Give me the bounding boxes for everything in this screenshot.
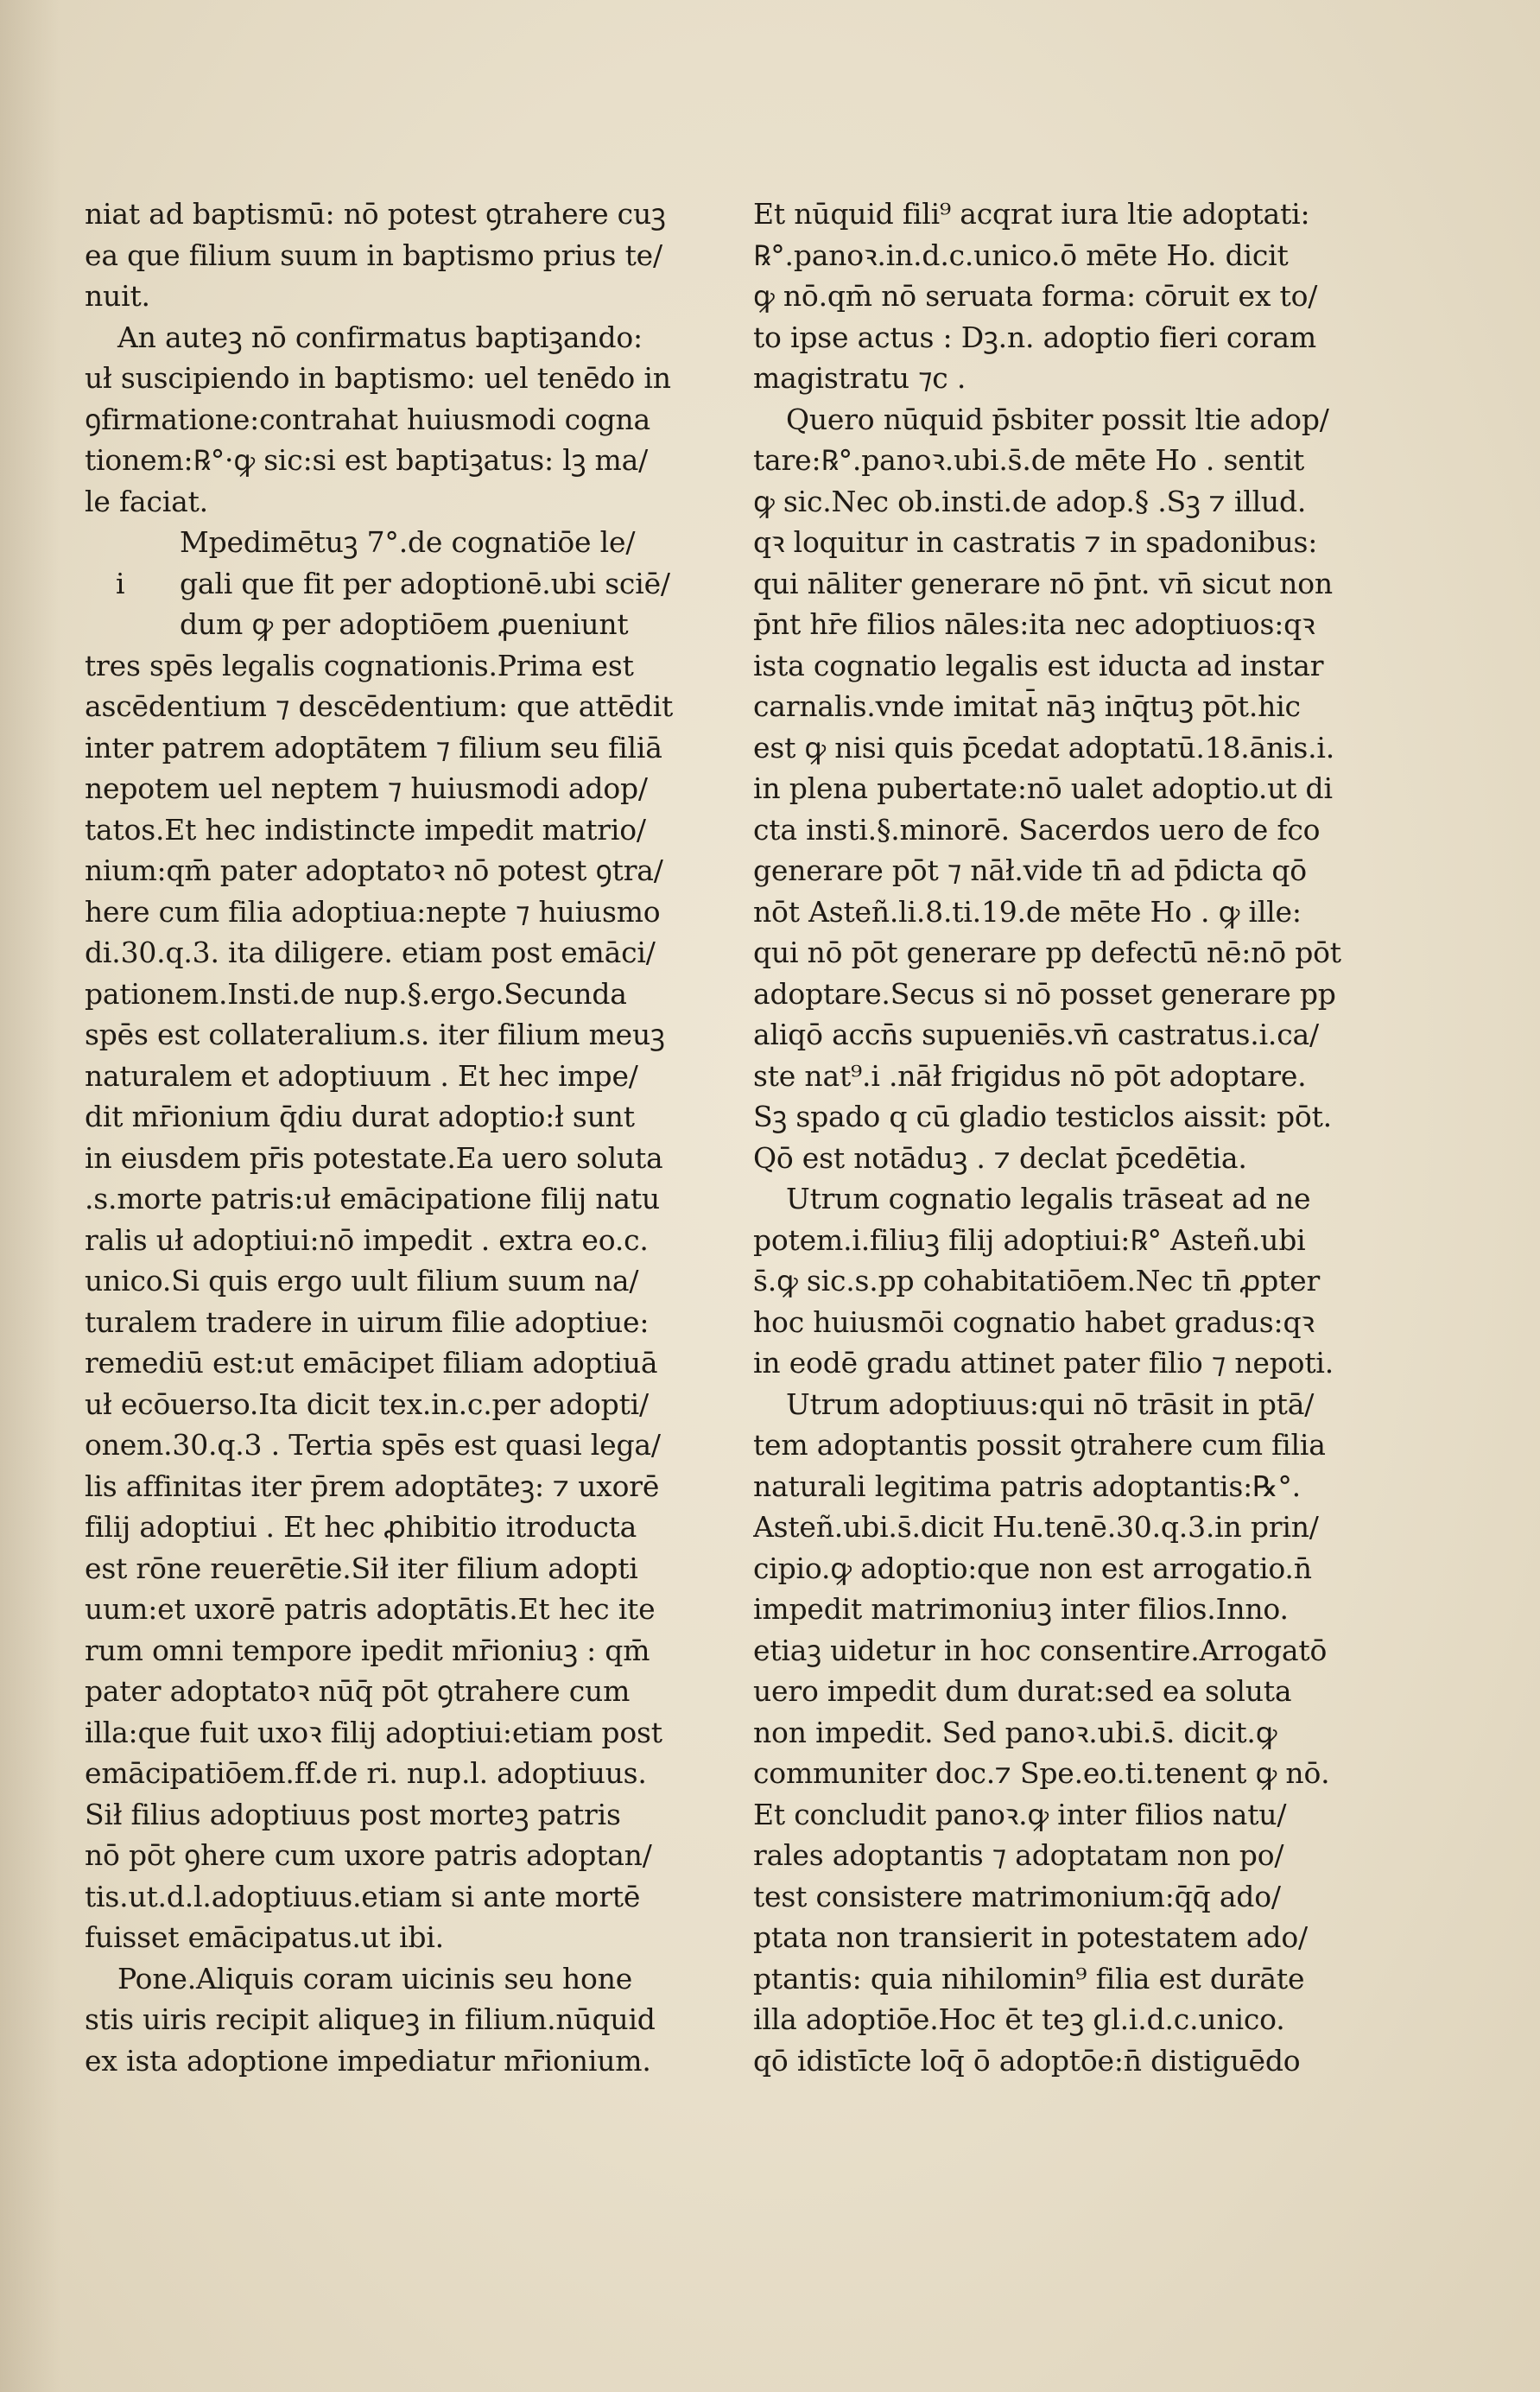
text-line: filij adoptiui . Et hec ꝓhibitio itroducta (85, 1510, 637, 1544)
text-line: qō idistīcte loq̄ ō adoptōe:n̄ distiguēdo (753, 2043, 1301, 2078)
text-line: niat ad baptismū: nō potest ꝯtrahere cuꝫ (85, 197, 666, 231)
text-line: Mpedimētuꝫ 7°.de cognatiōe le/ (180, 525, 636, 559)
text-line: uero impedit dum durat:sed ea soluta (753, 1674, 1292, 1708)
text-line: qꝛ loquitur in castratis ⁊ in spadonibus: (753, 525, 1318, 559)
text-line: tis.ut.d.l.adoptiuus.etiam si ante mortē (85, 1879, 641, 1913)
text-line: ste nat⁹.i .nāł frigidus nō pōt adoptare. (753, 1058, 1307, 1093)
right-column (753, 194, 1403, 2081)
text-line: cta insti.§.minorē. Sacerdos uero de fco (753, 812, 1321, 847)
text-line: tare:℞°.panoꝛ.ubi.s̄.de mēte Ho . sentit (753, 443, 1305, 477)
text-line: est rōne reuerētie.Sił iter filium adopti (85, 1551, 638, 1585)
text-line: Sꝫ spado q cū gladio testiclos aissit: pōt. (753, 1100, 1332, 1133)
text-line: dum ꝙ per adoptiōem ꝓueniunt (180, 607, 629, 641)
text-line: ptantis: quia nihilomin⁹ filia est durāte (753, 1961, 1305, 1995)
text-line: le faciat. (85, 484, 208, 518)
text-line: inter patrem adoptātem ⁊ filium seu filiā (85, 730, 662, 765)
text-line: ista cognatio legalis est iducta ad instar (753, 648, 1324, 682)
text-line: remediū est:ut emācipet filiam adoptiuā (85, 1346, 658, 1380)
text-line: potem.i.filiuꝫ filij adoptiui:℞° Asteñ.ubi (753, 1222, 1306, 1257)
text-line: uum:et uxorē patris adoptātis.Et hec ite (85, 1592, 656, 1626)
spine-shadow (0, 0, 60, 2392)
text-line: ex ista adoptione impediatur mr̄ionium. (85, 2043, 651, 2078)
text-line: aliqō accn̄s supueniēs.vn̄ castratus.i.ca/ (753, 1018, 1319, 1051)
text-line: gali que fit per adoptionē.ubi sciē/ (180, 566, 670, 600)
text-line: Asteñ.ubi.s̄.dicit Hu.tenē.30.q.3.in prin/ (753, 1510, 1319, 1544)
text-line: hoc huiusmōi cognatio habet gradus:qꝛ (753, 1304, 1315, 1339)
text-line: tionem:℞°·ꝙ sic:si est baptiꝫatus: lꝫ ma/ (85, 443, 649, 477)
text-line: ascēdentium ⁊ descēdentium: que attēdit (85, 689, 674, 723)
text-line: unico.Si quis ergo uult filium suum na/ (85, 1264, 639, 1298)
text-line: nōt Asteñ.li.8.ti.19.de mēte Ho . ꝙ ille: (753, 894, 1302, 929)
text-line: generare pōt ⁊ nāł.vide tn̄ ad p̄dicta qō (753, 853, 1307, 887)
text-line: ꝙ sic.Nec ob.insti.de adop.§ .Sꝫ ⁊ illud. (753, 484, 1307, 518)
text-line: fuisset emācipatus.ut ibi. (85, 1920, 444, 1954)
text-line: rales adoptantis ⁊ adoptatam non po/ (753, 1838, 1284, 1872)
text-line: communiter doc.⁊ Spe.eo.ti.tenent ꝙ nō. (753, 1756, 1330, 1790)
text-line: carnalis.vnde imitat̄ nāꝫ inq̄tuꝫ pōt.hic (753, 689, 1301, 723)
text-line: p̄nt hr̄e filios nāles:ita nec adoptiuos:qꝛ (753, 607, 1315, 641)
text-line: di.30.q.3. ita diligere. etiam post emāci/ (85, 936, 656, 969)
text-line: lis affinitas iter p̄rem adoptāteꝫ: ⁊ uxorē (85, 1469, 660, 1503)
text-line: Et nūquid fili⁹ acqrat iura ltie adoptati: (753, 197, 1310, 231)
text-line: ralis uł adoptiui:nō impedit . extra eo.c. (85, 1222, 649, 1257)
text-line: tatos.Et hec indistincte impedit matrio/ (85, 812, 646, 847)
text-line: Utrum adoptiuus:qui nō trāsit in ptā/ (786, 1386, 1315, 1421)
text-line-with-guide (85, 563, 705, 605)
text-line: Pone.Aliquis coram uicinis seu hone (117, 1961, 633, 1995)
text-line: here cum filia adoptiua:nepte ⁊ huiusmo (85, 894, 661, 929)
text-line: to ipse actus : Dꝫ.n. adoptio fieri coram (753, 320, 1316, 354)
text-line: rum omni tempore ipedit mr̄ioniuꝫ : qm̄ (85, 1633, 650, 1667)
text-line: uł suscipiendo in baptismo: uel tenēdo in (85, 361, 671, 395)
text-line: s̄.ꝙ sic.s.pp cohabitatiōem.Nec tn̄ ꝓpter (753, 1264, 1321, 1298)
text-line: in eodē gradu attinet pater filio ⁊ nepoti. (753, 1346, 1334, 1380)
text-line: cipio.ꝙ adoptio:que non est arrogatio.n̄ (753, 1551, 1312, 1585)
text-line: emācipatiōem.ff.de ri. nup.l. adoptiuus. (85, 1756, 647, 1790)
text-line: ptata non transierit in potestatem ado/ (753, 1920, 1308, 1954)
text-line: Sił filius adoptiuus post morteꝫ patris (85, 1797, 621, 1831)
text-line: ℞°.panoꝛ.in.d.c.unico.ō mēte Ho. dicit (753, 238, 1289, 272)
text-line: qui nāliter generare nō p̄nt. vn̄ sicut non (753, 566, 1333, 600)
text-line: onem.30.q.3 . Tertia spēs est quasi lega/ (85, 1428, 661, 1462)
text-line: naturalem et adoptiuum . Et hec impe/ (85, 1058, 638, 1093)
text-line: .s.morte patris:uł emācipatione filij natu (85, 1182, 660, 1215)
text-line: in plena pubertate:nō ualet adoptio.ut di (753, 771, 1333, 805)
text-line: ꝯfirmatione:contrahat huiusmodi cogna (85, 402, 651, 436)
text-line: impedit matrimoniuꝫ inter filios.Inno. (753, 1592, 1289, 1626)
text-line: Quero nūquid p̄sbiter possit ltie adop/ (786, 402, 1329, 436)
text-line: pater adoptatoꝛ nūq̄ pōt ꝯtrahere cum (85, 1674, 631, 1708)
text-line: magistratu ⁊c . (753, 361, 966, 395)
text-line: spēs est collateralium.s. iter filium meuꝫ (85, 1018, 665, 1051)
left-column (85, 194, 705, 2081)
text-line: etiaꝫ uidetur in hoc consentire.Arrogatō (753, 1633, 1328, 1667)
text-line: illa adoptiōe.Hoc ēt teꝫ gl.i.d.c.unico. (753, 2002, 1285, 2036)
text-line: tem adoptantis possit ꝯtrahere cum filia (753, 1428, 1326, 1462)
text-line: pationem.Insti.de nup.§.ergo.Secunda (85, 976, 627, 1011)
text-line: nō pōt ꝯhere cum uxore patris adoptan/ (85, 1838, 652, 1872)
text-line: tres spēs legalis cognationis.Prima est (85, 648, 634, 682)
text-line: ꝙ nō.qm̄ nō seruata forma: cōruit ex to/ (753, 279, 1318, 313)
text-line: nium:qm̄ pater adoptatoꝛ nō potest ꝯtra/ (85, 853, 663, 887)
text-line: Utrum cognatio legalis trāseat ad ne (786, 1182, 1311, 1215)
text-line: dit mr̄ionium q̄diu durat adoptio:ł sunt (85, 1100, 635, 1133)
text-line: est ꝙ nisi quis p̄cedat adoptatū.18.ānis.i. (753, 730, 1335, 765)
text-line: illa:que fuit uxoꝛ filij adoptiui:etiam post (85, 1715, 662, 1749)
text-line: ea que filium suum in baptismo prius te/ (85, 238, 662, 272)
text-line: naturali legitima patris adoptantis:℞°. (753, 1469, 1301, 1503)
text-line: non impedit. Sed panoꝛ.ubi.s̄. dicit.ꝙ (753, 1715, 1277, 1749)
text-line: test consistere matrimonium:q̄q̄ ado/ (753, 1879, 1281, 1913)
text-line: Et concludit panoꝛ.ꝙ inter filios natu/ (753, 1797, 1287, 1831)
text-line: nuit. (85, 279, 150, 313)
text-line: An auteꝫ nō confirmatus baptiꝫando: (117, 320, 643, 354)
text-line: qui nō pōt generare pp defectū nē:nō pōt (753, 936, 1341, 969)
text-line: nepotem uel neptem ⁊ huiusmodi adop/ (85, 771, 648, 805)
guide-letter: i (116, 566, 125, 600)
text-line: uł ecōuerso.Ita dicit tex.in.c.per adopti/ (85, 1386, 649, 1421)
text-line: stis uiris recipit aliqueꝫ in filium.nūquid (85, 2002, 656, 2036)
text-line: Qō est notāduꝫ . ⁊ declat p̄cedētia. (753, 1140, 1247, 1175)
text-line: adoptare.Secus si nō posset generare pp (753, 976, 1336, 1011)
text-line: turalem tradere in uirum filie adoptiue: (85, 1304, 650, 1339)
text-line: in eiusdem pr̄is potestate.Ea uero soluta (85, 1140, 663, 1175)
